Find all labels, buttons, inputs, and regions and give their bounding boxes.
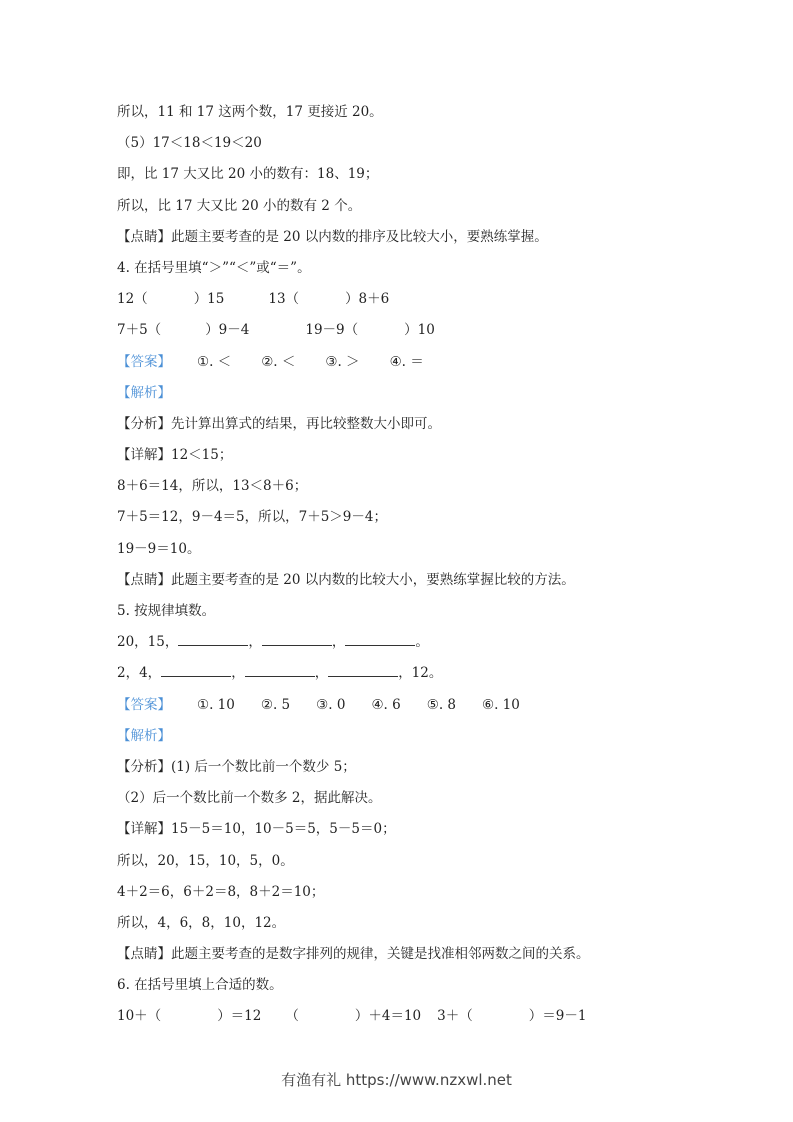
q4-answer (117, 351, 697, 382)
expr: ）15 (193, 291, 225, 308)
text-line: 即，比 17 大又比 20 小的数有：18、19； (117, 166, 379, 183)
sep: 。 (415, 634, 429, 651)
answer: ①. ＜ (197, 353, 232, 370)
expr: 2，4， (117, 665, 162, 682)
text-line: 所以，比 17 大又比 20 小的数有 2 个。 (117, 197, 362, 214)
expr: 3＋（ (437, 1008, 473, 1025)
text-line: 7＋5＝12，9－4＝5，所以，7＋5＞9－4； (117, 509, 387, 526)
expr: ）10 (404, 322, 435, 339)
text-line: 所以，11 和 17 这两个数，17 更接近 20。 (117, 104, 383, 120)
expr: ）9－4 (205, 322, 250, 339)
footer-watermark: 有渔有礼 https://www.nzxwl.net (281, 1071, 512, 1089)
question-6-title: 6. 在括号里填上合适的数。 (117, 977, 283, 994)
expr: ）＋4＝10 (354, 1008, 422, 1025)
text-line: 所以，20，15，10，5，0。 (117, 852, 294, 869)
q5-row2 (117, 662, 697, 693)
document-body (117, 101, 697, 1037)
text-line: （2）后一个数比前一个数多 2，据此解决。 (117, 790, 382, 807)
expr: （ (285, 1008, 299, 1025)
answer: ①. 10 (197, 696, 235, 713)
expr: 19－9（ (305, 322, 359, 339)
sep: ， (248, 634, 262, 651)
blank[interactable] (328, 662, 398, 677)
q5-row1 (117, 631, 697, 662)
q4-row1 (117, 288, 697, 319)
sep: ， (314, 665, 329, 682)
expr: 20，15， (117, 634, 179, 651)
analysis-label: 【解析】 (117, 384, 171, 401)
blank[interactable] (245, 662, 315, 677)
answer: ③. 0 (316, 696, 346, 713)
sep: ，12。 (398, 665, 443, 682)
text-line: 【分析】(1) 后一个数比前一个数少 5； (117, 758, 356, 775)
text-line: 8＋6＝14，所以，13＜8＋6； (117, 478, 308, 495)
text-line: （5）17＜18＜19＜20 (117, 135, 262, 152)
answer: ⑥. 10 (482, 696, 520, 713)
expr: 12（ (117, 291, 148, 308)
remark-line: 【点睛】此题主要考查的是数字排列的规律，关键是找准相邻两数之间的关系。 (117, 946, 590, 963)
text-line: 4＋2＝6，6＋2＝8，8＋2＝10； (117, 883, 325, 900)
sep: ， (331, 634, 346, 651)
answer: ③. ＞ (325, 353, 360, 370)
expr: 13（ (268, 291, 300, 308)
expr: ）＝12 (217, 1008, 262, 1025)
text-line: 【分析】先计算出算式的结果，再比较整数大小即可。 (117, 415, 441, 432)
text-line: 【详解】12＜15； (117, 447, 233, 464)
answer: ②. 5 (260, 696, 291, 713)
blank[interactable] (262, 631, 332, 646)
question-5-title: 5. 按规律填数。 (117, 603, 216, 619)
analysis-label: 【解析】 (117, 727, 171, 744)
remark-line: 【点睛】此题主要考查的是 20 以内数的排序及比较大小，要熟练掌握。 (117, 228, 548, 245)
expr: 10＋（ (117, 1008, 162, 1025)
text-line: 所以，4，6，8，10，12。 (117, 914, 286, 931)
remark-line: 【点睛】此题主要考查的是 20 以内数的比较大小，要熟练掌握比较的方法。 (117, 571, 575, 588)
blank[interactable] (345, 631, 415, 646)
sep: ， (231, 665, 245, 682)
text-line: 19－9＝10。 (117, 540, 201, 557)
answer: ②. ＜ (261, 353, 296, 370)
answer: ④. 6 (371, 696, 401, 713)
expr: 7＋5（ (117, 322, 162, 339)
q4-row2 (117, 319, 697, 350)
answer-label: 【答案】 (117, 696, 171, 713)
expr: ）8＋6 (345, 291, 390, 308)
blank[interactable] (161, 662, 231, 677)
expr: ）＝9－1 (528, 1008, 587, 1025)
question-4-title: 4. 在括号里填“＞”“＜”或“＝”。 (117, 259, 311, 276)
text-line: 【详解】15－5＝10，10－5＝5，5－5＝0； (117, 821, 396, 838)
blank[interactable] (178, 631, 248, 646)
answer: ④. ＝ (389, 353, 424, 370)
q5-answer (117, 694, 697, 725)
q6-row (117, 1005, 697, 1036)
answer-label: 【答案】 (117, 353, 171, 370)
answer: ⑤. 8 (426, 696, 456, 713)
